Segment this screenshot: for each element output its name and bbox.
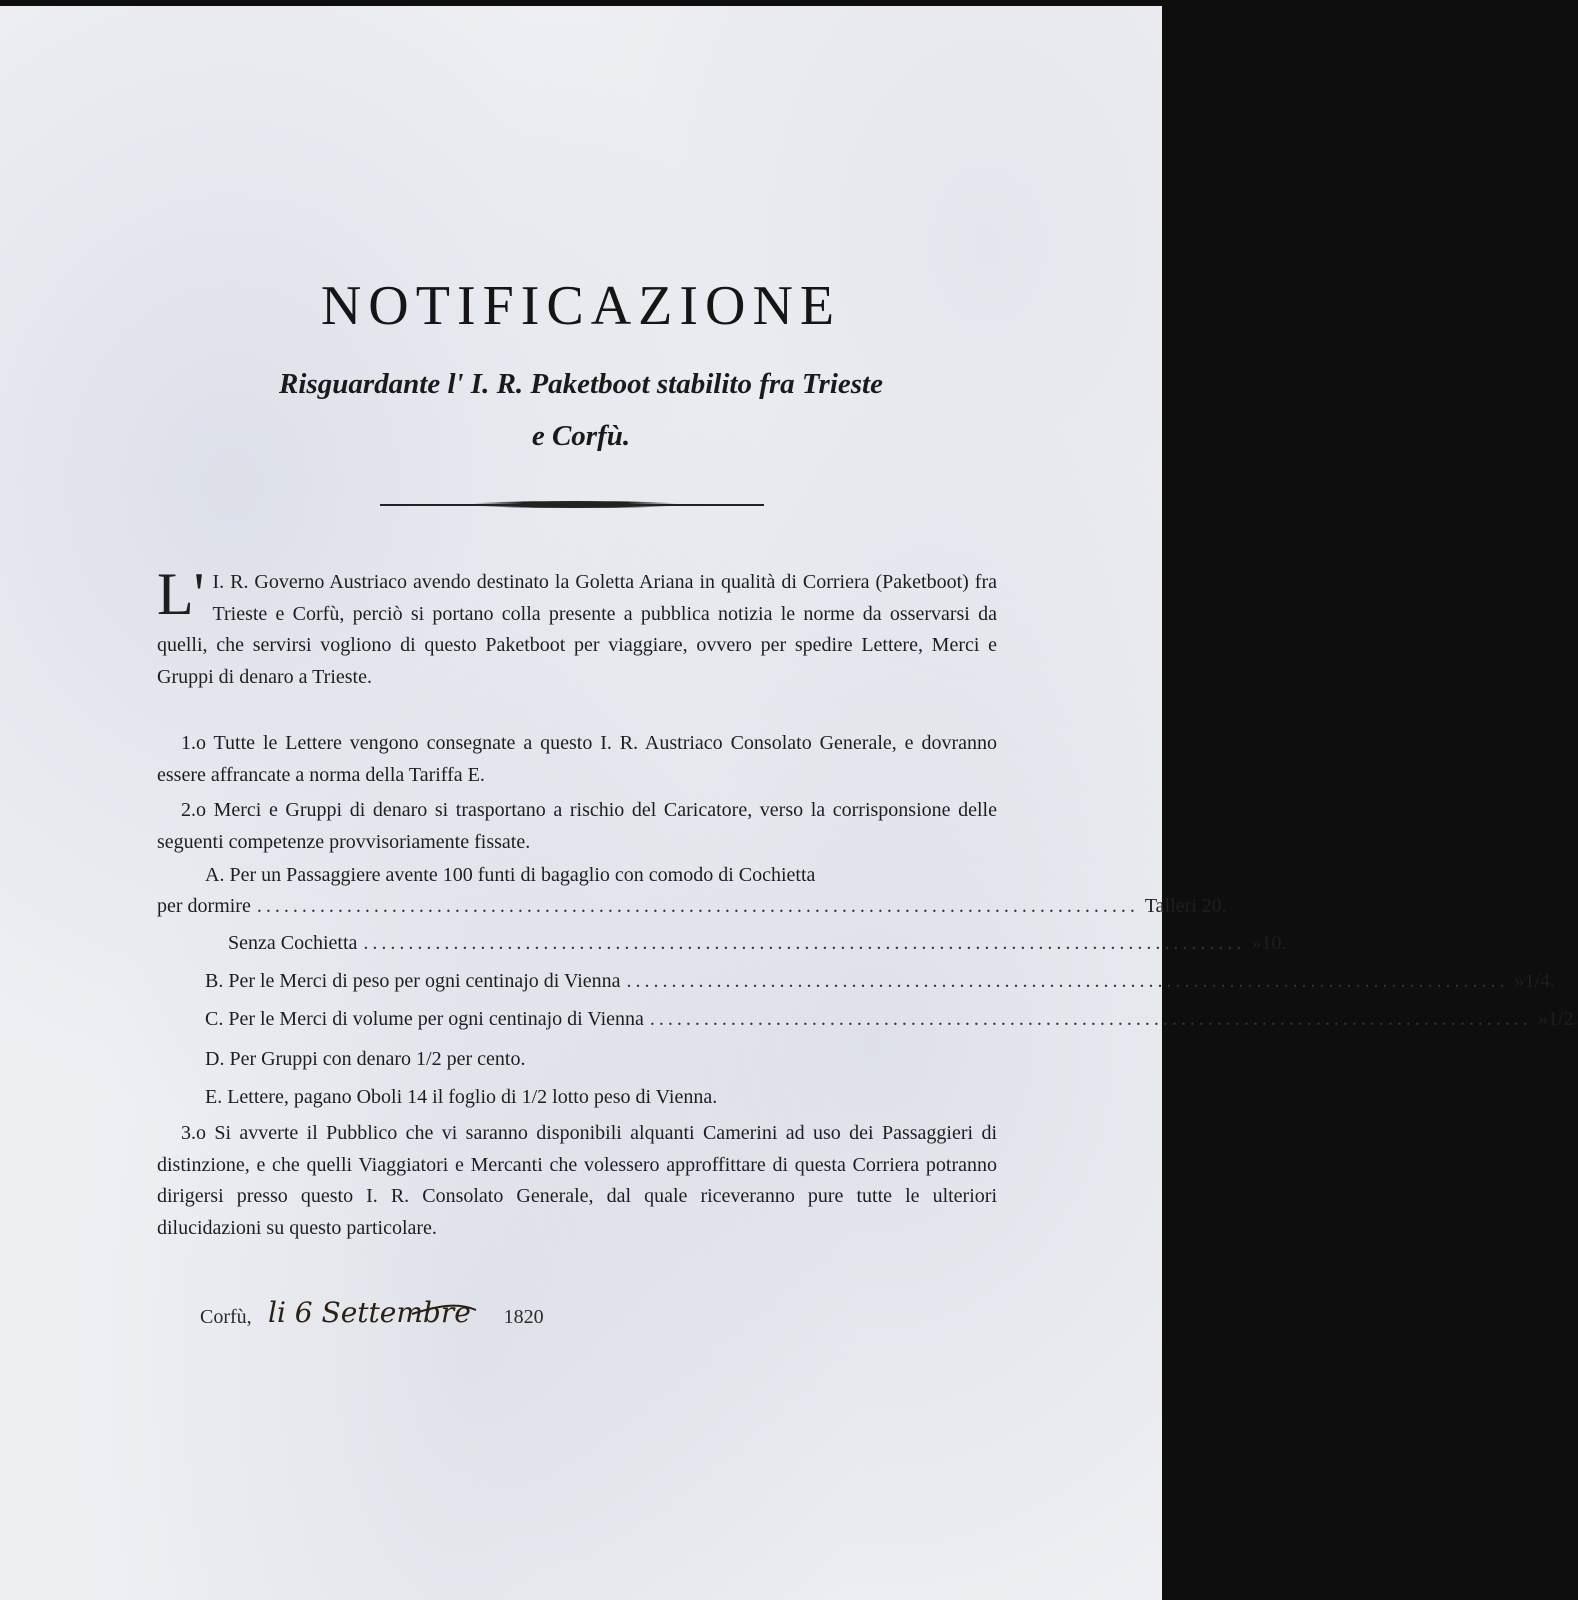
item-3-paragraph — [157, 1118, 997, 1244]
document-subtitle — [150, 358, 1012, 462]
intro-paragraph — [157, 561, 997, 693]
leader-dots: .................................................................................................. — [256, 895, 1139, 917]
handwritten-date — [262, 1292, 482, 1342]
tariff-c-mark: » — [1537, 1008, 1548, 1030]
tariff-a2-label: Senza Cochietta — [228, 932, 358, 954]
closing-place: Corfù, — [200, 1305, 252, 1328]
title-divider-ornament — [470, 501, 680, 508]
tariff-d-label: D. Per Gruppi con denaro 1/2 per cento. — [205, 1048, 526, 1070]
tariff-b-mark: » — [1514, 970, 1525, 992]
tariff-c-row — [205, 1008, 1578, 1040]
item-1-text: 1.o Tutte le Lettere vengono consegnate a questo I. R. Austriaco Consolato Generale, e dovranno essere affrancate a norma della Tariffa E. — [157, 732, 997, 786]
handwritten-date-signature — [262, 1292, 482, 1336]
intro-text: I. R. Governo Austriaco avendo destinato la Goletta Ariana in qualità di Corriera (Paketboot) fra Trieste e Corfù, perciò si portano colla presente a pubblica notizia le norme da osservarsi da quelli, che servirsi vogliono di questo Paketboot per viaggiare, ovvero per spedire Lettere, Merci e Gruppi di denaro a Trieste. — [157, 571, 997, 688]
leader-dots: .................................................................................................. — [626, 970, 1509, 992]
tariff-a-line-1: A. Per un Passaggiere avente 100 funti di bagaglio con comodo di Cochietta — [205, 864, 816, 886]
item-2-paragraph — [157, 795, 997, 858]
subtitle-line-2: e Corfù. — [531, 420, 631, 452]
leader-dots: .................................................................................................. — [649, 1008, 1532, 1030]
tariff-a-label: per dormire — [157, 895, 251, 917]
tariff-a2-row — [228, 932, 1287, 964]
tariff-b-label: B. Per le Merci di peso per ogni centinajo di Vienna — [205, 970, 621, 992]
leader-dots: .................................................................................................. — [363, 932, 1246, 954]
item-2-text: 2.o Merci e Gruppi di denaro si trasportano a rischio del Caricatore, verso la corrisponsione delle seguenti competenze provvisoriamente fissate. — [157, 799, 997, 853]
tariff-a2-mark: » — [1251, 932, 1262, 954]
intro-dropcap: L' — [157, 561, 205, 627]
document-sheet — [0, 6, 1578, 1600]
tariff-c-value: 1/2. — [1547, 1008, 1578, 1030]
closing-year: 1820 — [503, 1305, 544, 1328]
tariff-a-row — [157, 895, 1227, 927]
tariff-c-label: C. Per le Merci di volume per ogni centinajo di Vienna — [205, 1008, 644, 1030]
document-title: NOTIFICAZIONE — [320, 275, 842, 337]
subtitle-line-1: Risguardante l' I. R. Paketboot stabilito fra Trieste — [279, 368, 883, 400]
item-3-text: 3.o Si avverte il Pubblico che vi saranno disponibili alquanti Camerini ad uso dei Passaggieri di distinzione, e che quelli Viaggiatori e Mercanti che volessero approffittare di questa Corriera potranno dirigersi presso questo I. R. Consolato Generale, dal quale riceveranno pure tutte le ulteriori dilucidazioni su questo particolare. — [157, 1122, 997, 1239]
closing-line — [200, 1292, 544, 1342]
tariff-b-row — [205, 970, 1556, 1002]
tariff-e-label: E. Lettere, pagano Oboli 14 il foglio di 1/2 lotto peso di Vienna. — [205, 1086, 718, 1108]
item-1-paragraph — [157, 728, 997, 791]
tariff-b-value: 1/4. — [1524, 970, 1556, 992]
tariff-a-value: Talleri 20. — [1144, 895, 1227, 917]
tariff-a2-value: 10. — [1261, 932, 1287, 954]
handwritten-date-text: li 6 Settembre — [267, 1296, 471, 1329]
